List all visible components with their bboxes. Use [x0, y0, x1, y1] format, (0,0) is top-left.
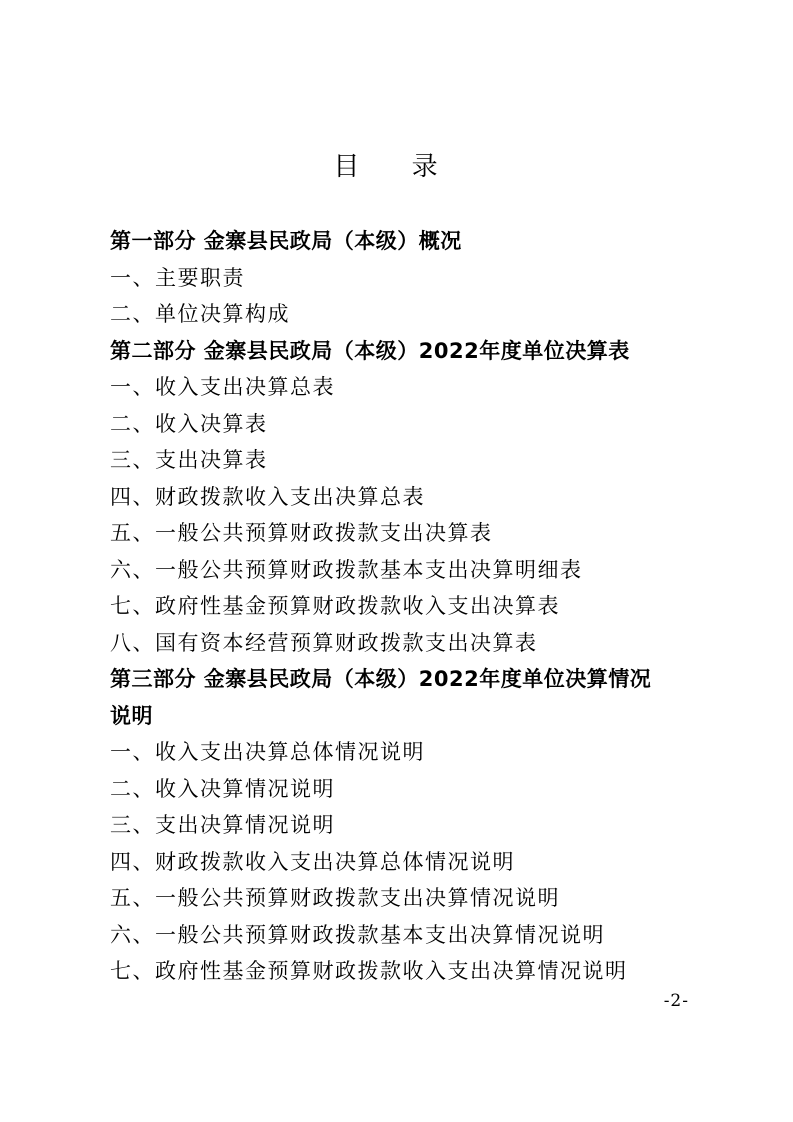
toc-item: 二、收入决算情况说明 [110, 776, 335, 801]
toc-item: 一、主要职责 [110, 265, 245, 290]
toc-item: 八、国有资本经营预算财政拨款支出决算表 [110, 630, 538, 655]
toc-item: 六、一般公共预算财政拨款基本支出决算明细表 [110, 557, 583, 582]
toc-part-heading: 第二部分 金寨县民政局（本级）2022年度单位决算表 [110, 338, 630, 363]
toc-item: 四、财政拨款收入支出决算总体情况说明 [110, 849, 515, 874]
toc-item: 一、收入支出决算总体情况说明 [110, 740, 425, 764]
toc-part-heading-continued: 说明 [110, 703, 153, 728]
toc-item: 五、一般公共预算财政拨款支出决算情况说明 [110, 886, 560, 910]
page-number: -2- [663, 991, 689, 1011]
page-title: 目 录 [333, 152, 460, 182]
toc-part-heading: 第一部分 金寨县民政局（本级）概况 [110, 229, 462, 253]
toc-item: 四、财政拨款收入支出决算总表 [110, 484, 425, 509]
toc-item: 六、一般公共预算财政拨款基本支出决算情况说明 [110, 922, 605, 947]
toc-item: 三、支出决算情况说明 [110, 813, 335, 837]
toc-item: 三、支出决算表 [110, 448, 268, 472]
table-of-contents [110, 223, 710, 990]
toc-item: 二、收入决算表 [110, 411, 268, 436]
toc-item: 二、单位决算构成 [110, 302, 290, 326]
toc-part-heading: 第三部分 金寨县民政局（本级）2022年度单位决算情况 [110, 667, 652, 691]
toc-item: 一、收入支出决算总表 [110, 375, 335, 399]
toc-item: 七、政府性基金预算财政拨款收入支出决算表 [110, 594, 560, 618]
toc-item: 七、政府性基金预算财政拨款收入支出决算情况说明 [110, 959, 628, 983]
toc-item: 五、一般公共预算财政拨款支出决算表 [110, 521, 493, 545]
